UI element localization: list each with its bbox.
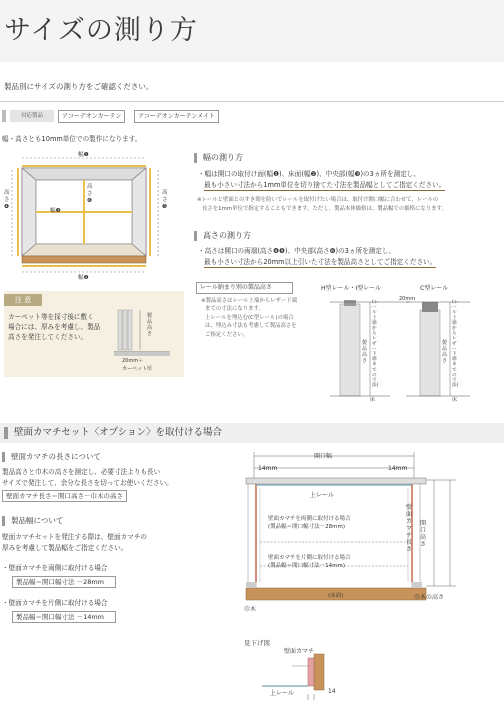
width-3-label: 幅❸: [50, 208, 61, 214]
width-line-2: 最も小さい寸法から1mm単位を切り捨てた寸法を製品幅としてご指定ください。: [204, 181, 446, 189]
both-formula: (製品幅＝開口幅寸法－28mm): [268, 524, 346, 530]
baseboard-label: 巾木: [244, 606, 257, 613]
dim-14-right: 14mm: [388, 465, 408, 472]
rail-box-line-2: までの寸法になります。: [205, 306, 264, 312]
rail-top-note-h: (レール上端からレザー下端までの寸法): [372, 300, 379, 389]
rail-box-line-1: ※製品高さはレール上端からレザー下端: [201, 298, 298, 304]
install-diagram: [238, 450, 470, 614]
tag-label: 対応製品: [10, 110, 54, 122]
height-6-label: 高さ❻: [87, 184, 93, 204]
page-title: サイズの測り方: [4, 15, 198, 46]
opening-diagram: [0, 146, 180, 281]
kamachi-length-line-2: サイズで発注して、余分な長さを切ってお使いください。: [2, 479, 173, 487]
product-width-line-1: 壁面カマチセットを発注する際は、壁面カマチの: [2, 533, 147, 541]
caution-line-3: 高さを発注してください。: [8, 333, 88, 341]
caution-title: 注 意: [4, 294, 42, 306]
top-view-rail: 上レール: [270, 690, 294, 697]
product-width-title: 製品幅について: [2, 516, 63, 526]
section2-marker: [4, 427, 8, 439]
width-1-label: 幅❶: [78, 152, 89, 158]
kamachi-length-line-1: 製品高さと巾木の高さを測定し、必要寸法よりも長い: [2, 468, 161, 476]
case-one-label: ・壁面カマチを片側に取付ける場合: [2, 599, 108, 607]
tag-marker: [2, 110, 6, 122]
both-title: 壁面カマチを両側に取付ける場合: [268, 516, 351, 522]
rail-box-line-5: ご指定ください。: [205, 332, 249, 338]
h-type-rail-label: H型レール・I型レール: [321, 285, 382, 292]
tag-product-2: アコーデオンカーテンメイト: [134, 110, 219, 123]
width-section-title: 幅の測り方: [194, 153, 243, 163]
intro-text: 製品別にサイズの測り方をご確認ください。: [4, 82, 154, 91]
width-line-1: ・幅は開口の取付け面(幅❶)、床面(幅❷)、中央部(幅❸)の3ヵ所を測定し、: [198, 170, 420, 178]
kamachi-length-label: 壁面カマチ長さ: [406, 504, 413, 553]
rail-box-title: レール納まり別の製品高さ: [196, 282, 293, 294]
kamachi-length-title: 壁面カマチの長さについて: [2, 452, 101, 462]
rail-product-height-h: 製品高さ: [362, 340, 368, 364]
caution-product-height: 製品高さ: [147, 313, 153, 337]
height-4-label: 高さ❹: [4, 190, 10, 210]
rail-box-line-4: は、埋込み寸法も考慮して製品高さを: [205, 323, 297, 329]
rail-product-height-c: 製品高さ: [442, 340, 448, 364]
height-section-title: 高さの測り方: [194, 231, 251, 241]
dim-14-left: 14mm: [258, 465, 278, 472]
caution-floor-label-2: カーペット厚: [122, 366, 153, 372]
product-width-line-2: 厚みを考慮して製品幅をご指定ください。: [2, 544, 128, 552]
rail-floor-h: 床: [370, 397, 376, 403]
unit-note: 幅・高さとも10mm単位での製作になります。: [2, 135, 142, 143]
dim-20mm: 20mm: [399, 296, 416, 302]
top-view-title: 見下げ図: [244, 639, 270, 647]
one-title: 壁面カマチを片側に取付ける場合: [268, 555, 351, 561]
baseboard-height-label: 巾木の高さ: [414, 594, 445, 601]
top-view-dim: 14: [328, 688, 336, 695]
section2-title: 壁面カマチセット〈オプション〉を取付ける場合: [14, 427, 222, 438]
floor-label: (床面): [328, 593, 344, 599]
rail-top-note-c: (レール上端からレザー下端までの寸法): [452, 300, 459, 389]
height-5-label: 高さ❺: [162, 190, 168, 210]
rail-floor-c: 床: [452, 397, 458, 403]
kamachi-length-formula: 壁面カマチ長さ＝開口高さ－巾木の高さ: [2, 490, 127, 502]
width-2-label: 幅❷: [78, 275, 89, 281]
rail-type-diagram: [330, 292, 500, 404]
one-formula: (製品幅＝開口幅寸法－14mm): [268, 563, 346, 569]
caution-line-2: 場合には、厚みを考慮し、製品: [8, 323, 101, 331]
width-note-2: 長さを1mm単位で指定することもできます。ただし、製品本体価格は、製品幅での価格になります。: [202, 206, 447, 212]
formula-one: 製品幅＝開口幅寸法 －14mm: [12, 611, 116, 623]
caution-diagram: [110, 296, 182, 374]
divider: [0, 101, 504, 102]
height-line-1: ・高さは開口の両端(高さ❹❺)、中央部(高さ❻)の3ヵ所を測定し、: [198, 247, 396, 255]
case-both-label: ・壁面カマチを両側に取付ける場合: [2, 564, 108, 572]
formula-both: 製品幅＝開口幅寸法 －28mm: [12, 576, 116, 588]
caution-floor-label-1: 20mm＋: [122, 358, 144, 364]
opening-height-label: 開口高さ: [420, 520, 427, 548]
top-view-diagram: [252, 648, 342, 704]
section2-header: [0, 423, 504, 443]
opening-width-label: 開口幅: [314, 453, 333, 460]
width-note-1: ※レールと壁面とのすき間を防いでレールを取付けたい場合は、取付け開口幅に合わせて、レールの: [197, 197, 439, 203]
rail-box-line-3: 上レールを埋込む(C型レール)の場合: [205, 315, 294, 321]
height-line-2: 最も小さい寸法から20mm以上引いた寸法を製品高さとしてご指定ください。: [204, 258, 437, 266]
page-header: [0, 0, 504, 62]
caution-line-1: カーペット等を採寸後に敷く: [8, 313, 94, 321]
tag-product-1: アコーデオンカーテン: [58, 110, 125, 123]
c-type-rail-label: C型レール: [420, 285, 449, 292]
top-view-kamachi: 壁面カマチ: [284, 648, 315, 655]
upper-rail-label: 上レール: [310, 492, 334, 499]
